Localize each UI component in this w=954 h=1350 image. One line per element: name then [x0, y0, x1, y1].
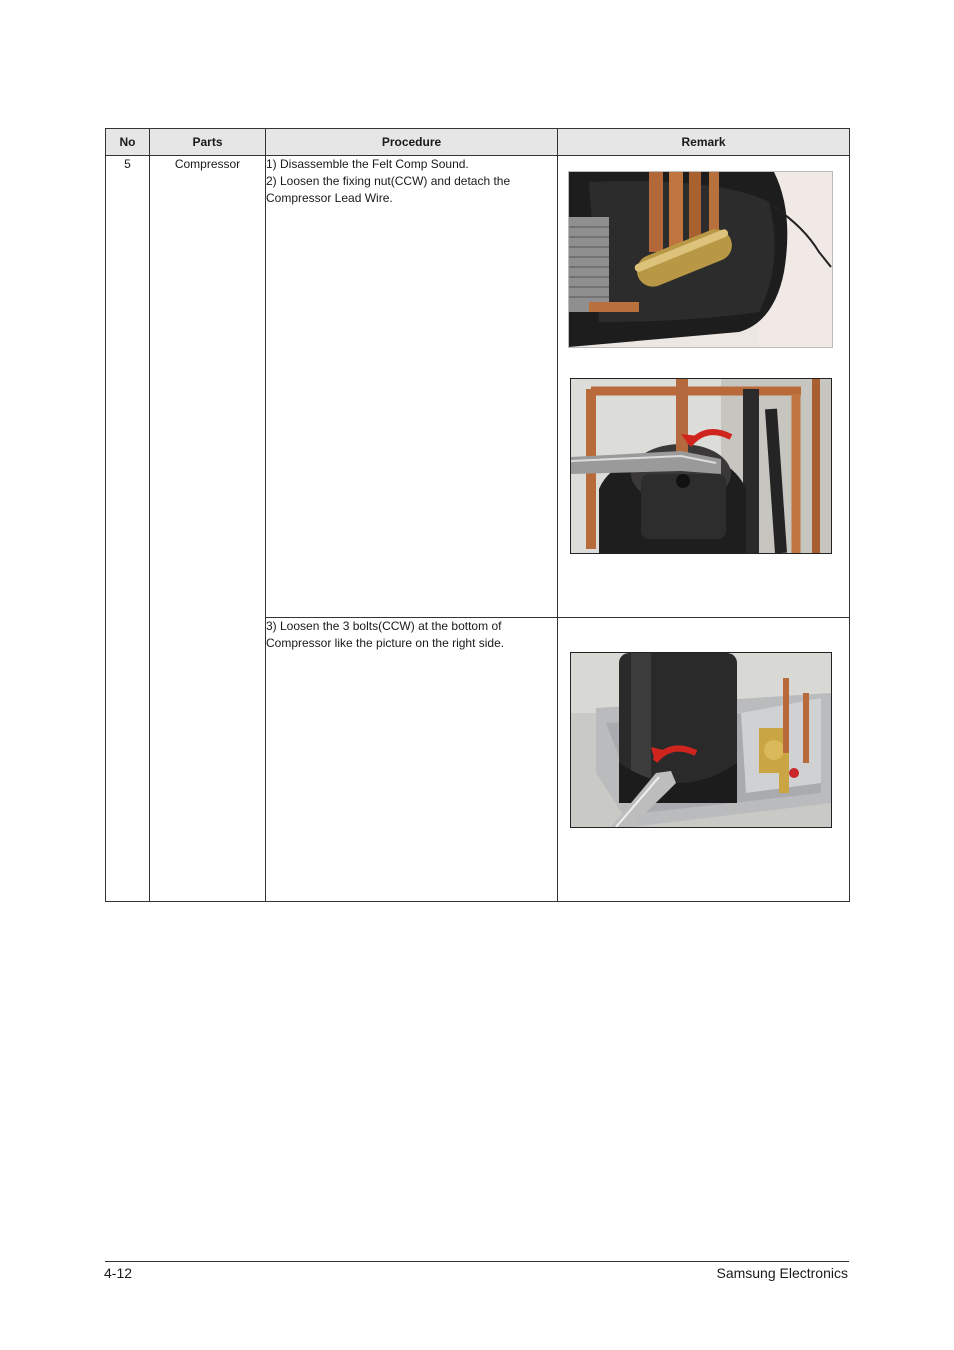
procedure-steps-1	[266, 156, 558, 618]
footer-rule	[105, 1261, 849, 1262]
page-number: 4-12	[104, 1265, 133, 1281]
header-remark: Remark	[558, 129, 850, 156]
procedure-step-line: Compressor like the picture on the right side.	[266, 636, 505, 650]
header-procedure: Procedure	[266, 129, 558, 156]
row-number: 5	[106, 156, 150, 902]
procedure-step-line: Compressor Lead Wire.	[266, 191, 393, 205]
table-header-row	[106, 129, 850, 156]
procedure-step-line: 2) Loosen the fixing nut(CCW) and detach the	[266, 174, 511, 188]
procedure-steps-2	[266, 618, 558, 902]
felt-comp-sound-photo	[568, 171, 833, 348]
procedure-step-line: 3) Loosen the 3 bolts(CCW) at the bottom of	[266, 619, 502, 633]
footer-brand: Samsung Electronics	[716, 1265, 848, 1281]
fixing-nut-wrench-photo	[570, 378, 832, 554]
header-parts: Parts	[150, 129, 266, 156]
row-part-name: Compressor	[150, 156, 266, 902]
compressor-bolts-wrench-photo	[570, 652, 832, 828]
table-row	[106, 156, 850, 618]
header-no: No	[106, 129, 150, 156]
remark-cell-2	[558, 618, 850, 902]
remark-cell-1	[558, 156, 850, 618]
disassembly-procedure-table	[105, 128, 850, 902]
procedure-step-line: 1) Disassemble the Felt Comp Sound.	[266, 157, 469, 171]
